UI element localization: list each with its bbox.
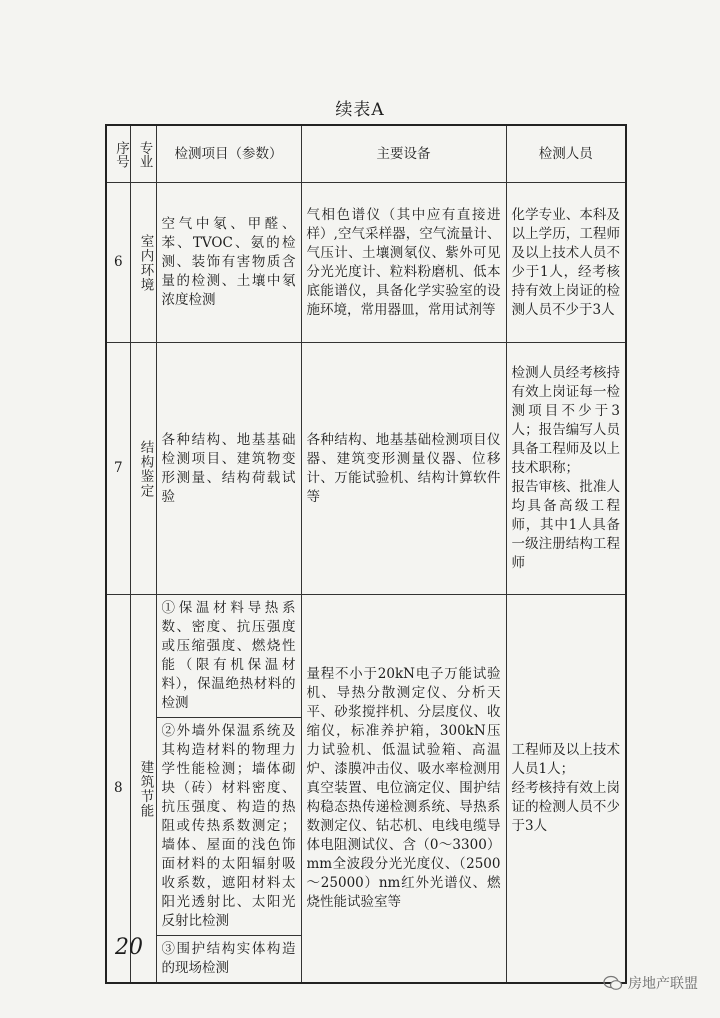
- watermark-text: 房地产联盟: [628, 976, 698, 992]
- qualification-table: [105, 124, 627, 984]
- header-no: [106, 125, 130, 183]
- row-staff: 化学专业、本科及以上学历，工程师及以上技术人员不少于1人，经考核持有效上岗证的检测人员不少于3人: [506, 183, 626, 343]
- header-item: 检测项目（参数）: [156, 125, 301, 183]
- row-subitem: ①保温材料导热系数、密度、抗压强度或压缩强度、燃烧性能（限有机保温材料），保温绝热材料的检测: [161, 600, 296, 711]
- row-no: 6: [106, 183, 130, 343]
- row-item: 各种结构、地基基础检测项目、建筑物变形测量、结构荷载试验: [156, 343, 301, 595]
- row-major: [130, 183, 156, 343]
- row-no: 7: [106, 343, 130, 595]
- row-major: [130, 343, 156, 595]
- row-equipment: 气相色谱仪（其中应有直接进样）,空气采样器，空气流量计、气压计、土壤测氡仪、紫外可见分光光度计、粒料粉磨机、低本底能谱仪，具备化学实验室的设施环境，常用器皿，常用试剂等: [301, 183, 506, 343]
- row-staff: 检测人员经考核持有效上岗证每一检测项目不少于3人；报告编写人员具备工程师及以上技术职称； 报告审核、批准人均具备高级工程师，其中1人具备一级注册结构工程师: [506, 343, 626, 595]
- page-title: 续表A: [335, 100, 385, 120]
- row-equipment: 各种结构、地基基础检测项目仪器、建筑变形测量仪器、位移计、万能试验机、结构计算软件等: [301, 343, 506, 595]
- table-row: [106, 595, 626, 984]
- table-header-row: [106, 125, 626, 183]
- row-staff: 工程师及以上技术人员1人； 经考核持有效上岗证的检测人员不少于3人: [506, 595, 626, 984]
- row-major-label: 结构鉴定: [137, 439, 154, 498]
- row-subitem: ③围护结构实体构造的现场检测: [157, 935, 301, 982]
- row-subitem: ②外墙外保温系统及其构造材料的物理力学性能检测；墙体砌块（砖）材料密度、抗压强度、构造的热阻或传热系数测定；墙体、屋面的浅色饰面材料的太阳辐射吸收系数，遮阳材料太阳光透射比、太阳光反射比检测: [157, 717, 301, 935]
- row-major-label: 建筑节能: [137, 759, 154, 818]
- table-row: [106, 343, 626, 595]
- watermark: [603, 973, 698, 993]
- row-item: 空气中氡、甲醛、苯、TVOC、氨的检测、装饰有害物质含量的检测、土壤中氡浓度检测: [156, 183, 301, 343]
- table-row: [106, 183, 626, 343]
- header-major-label: 专业: [136, 140, 153, 168]
- row-equipment: 量程不小于20kN电子万能试验机、导热分散测定仪、分析天平、砂浆搅拌机、分层度仪、收缩仪，标准养护箱，300kN压力试验机、低温试验箱、高温炉、漆膜冲击仪、吸水率检测用真空装置、电位滴定仪、围护结构稳态热传递检测系统、导热系数测定仪、钻芯机、电线电缆导体电阻测试仪、含（0～3300）mm全波段分光光度仪、（2500～25000）nm红外光谱仪、燃烧性能试验室等: [301, 595, 506, 984]
- page-number: 20: [115, 935, 143, 960]
- row-major: [130, 595, 156, 984]
- header-major: [130, 125, 156, 183]
- header-equipment: 主要设备: [301, 125, 506, 183]
- wechat-icon: [603, 975, 623, 991]
- row-major-label: 室内环境: [137, 233, 154, 292]
- row-no: 8: [106, 595, 130, 984]
- row-item-group: [156, 595, 301, 984]
- header-no-label: 序号: [113, 140, 129, 168]
- header-staff: 检测人员: [506, 125, 626, 183]
